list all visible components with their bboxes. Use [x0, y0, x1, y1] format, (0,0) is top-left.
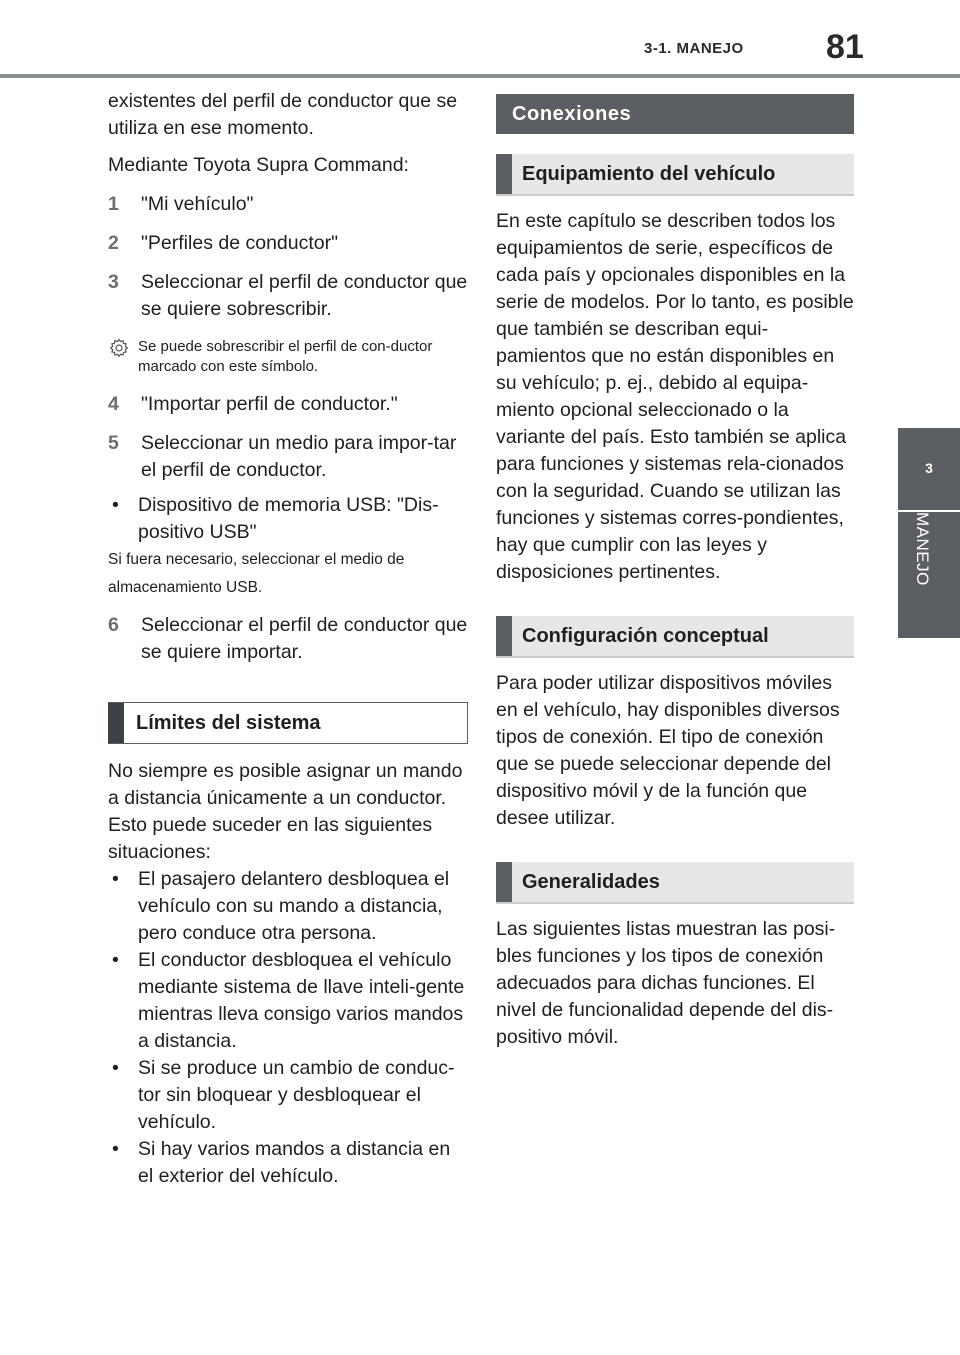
concept-text: Para poder utilizar dispositivos móviles en el vehículo, hay disponibles diversos tipos de conexión. El tipo de conexión que se puede seleccionar depende del dispositivo móvil y de la función que desee utilizar.: [496, 672, 840, 829]
intro-paragraph: existentes del perfil de conductor que se utiliza en ese momento.: [108, 90, 458, 139]
step-1: [108, 191, 468, 218]
chapter-label: MANEJO: [913, 512, 932, 586]
usb-bullet: • Dispositivo de memoria USB: "Dis-positivo USB": [108, 492, 468, 546]
step-3: [108, 269, 468, 323]
section-reference: 3-1. MANEJO: [644, 40, 744, 57]
bullet-text: El pasajero delantero desbloquea el vehículo con su mando a distancia, pero conduce otra persona.: [138, 868, 450, 944]
general-text: Las siguientes listas muestran las posi-bles funciones y los tipos de conexión adecuados para dichas funciones. El nivel de funcionalidad depende del dis-positivo móvil.: [496, 918, 836, 1048]
heading-label: Límites del sistema: [136, 711, 321, 734]
limits-intro: No siempre es posible asignar un mando a distancia únicamente a un conductor. Esto puede suceder en las siguientes situaciones:: [108, 760, 463, 863]
page-number: 81: [826, 28, 864, 66]
step-number: 4: [108, 393, 119, 415]
command-line: Mediante Toyota Supra Command:: [108, 154, 409, 176]
limits-bullet: • El conductor desbloquea el vehículo mediante sistema de llave inteli-gente mientras lleva consigo varios mandos a distancia.: [108, 947, 468, 1055]
limits-heading: [108, 702, 468, 744]
step-number: 5: [108, 432, 119, 454]
gear-icon: [108, 337, 132, 357]
right-column: [496, 94, 854, 1051]
limits-bullet: • Si se produce un cambio de conduc-tor sin bloquear y desbloquear el vehículo.: [108, 1055, 468, 1136]
step-text: "Perfiles de conductor": [141, 232, 339, 254]
bullet-text: Si hay varios mandos a distancia en el exterior del vehículo.: [138, 1138, 451, 1187]
step-4: [108, 391, 468, 418]
heading-label: Configuración conceptual: [522, 624, 769, 647]
step-text: Seleccionar el perfil de conductor que se quiere importar.: [141, 614, 468, 663]
step-text: "Mi vehículo": [141, 193, 254, 215]
left-column: [108, 88, 468, 1190]
step-number: 2: [108, 232, 119, 254]
limits-bullet: • Si hay varios mandos a distancia en el exterior del vehículo.: [108, 1136, 468, 1190]
step-number: 1: [108, 193, 119, 215]
equipment-text: En este capítulo se describen todos los equipamientos de serie, específicos de cada país y opcionales disponibles en la serie de modelos. Por lo tanto, es posible que también se describan equi-pamientos que no están disponibles en su vehículo; p. ej., debido al equipa-miento opcional seleccionado o la variante del país. Esto también se aplica para funciones y sistemas rela-cionados con la seguridad. Cuando se utilizan las funciones y sistemas corres-pondientes, hay que cumplir con las leyes y disposiciones pertinentes.: [496, 210, 854, 583]
limits-bullet: • El pasajero delantero desbloquea el vehículo con su mando a distancia, pero conduce otra persona.: [108, 866, 468, 947]
heading-label: Equipamiento del vehículo: [522, 162, 776, 185]
step-number: 6: [108, 614, 119, 636]
step-text: Seleccionar el perfil de conductor que se quiere sobrescribir.: [141, 271, 468, 320]
step-text: Seleccionar un medio para impor-tar el perfil de conductor.: [141, 432, 457, 481]
chapter-tab: [898, 428, 960, 510]
step-2: [108, 230, 468, 257]
step-5: [108, 430, 468, 484]
bullet-text: Si se produce un cambio de conduc-tor sin bloquear y desbloquear el vehículo.: [138, 1057, 455, 1133]
symbol-note: [108, 337, 468, 377]
step-number: 3: [108, 271, 119, 293]
step-text: "Importar perfil de conductor.": [141, 393, 398, 415]
general-heading: [496, 862, 854, 904]
equipment-heading: [496, 154, 854, 196]
header-rule: [0, 74, 960, 78]
bullet-text: Dispositivo de memoria USB: "Dis-positivo USB": [138, 494, 439, 543]
connections-heading: [496, 94, 854, 134]
heading-label: Generalidades: [522, 870, 660, 893]
usb-note: Si fuera necesario, seleccionar el medio de almacenamiento USB.: [108, 551, 405, 596]
bullet-text: El conductor desbloquea el vehículo mediante sistema de llave inteli-gente mientras lleva consigo varios mandos a distancia.: [138, 949, 465, 1052]
heading-label: Conexiones: [512, 102, 632, 125]
step-6: [108, 612, 468, 666]
concept-heading: [496, 616, 854, 658]
chapter-number: 3: [925, 460, 933, 476]
note-text: Se puede sobrescribir el perfil de con-ductor marcado con este símbolo.: [138, 338, 433, 375]
